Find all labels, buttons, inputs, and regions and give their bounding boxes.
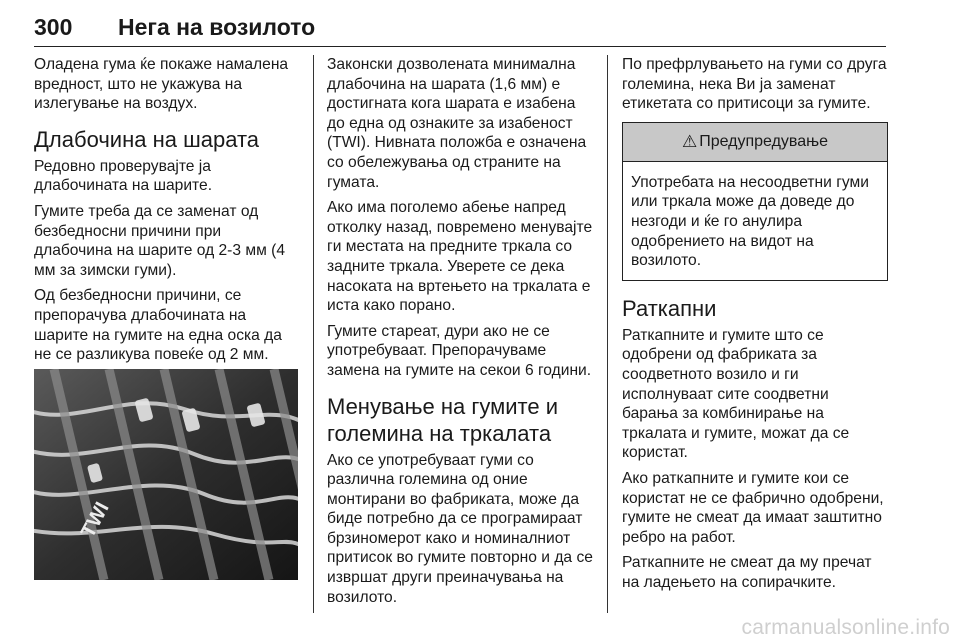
paragraph: Ако раткапните и гумите кои се користат не се фабрично одобрени, гумите не смеат да имаат заштитно ребро на работ. [622, 469, 884, 546]
warning-triangle-icon: ⚠ [681, 131, 698, 151]
paragraph: Гумите стареат, дури ако не се употребуваат. Препорачуваме замена на гумите на секои 6 години. [327, 322, 592, 379]
paragraph: По префрлувањето на гуми со друга големина, нека Ви ја заменат етикетата со притисоци за гумите. [622, 56, 887, 113]
page-title: Нега на возилото [118, 14, 316, 40]
paragraph: Ако има поголемо абење напред отколку назад, повремено менувајте ги местата на предните тркала со задните тркала. Уверете се дека насоката на вртењето на тркалата е иста како порано. [327, 199, 593, 315]
paragraph: Раткапните не смеат да му пречат на ладењето на сопирачките. [622, 554, 872, 591]
column-middle [327, 55, 595, 613]
warning-text: Употребата на несоодветни гуми или тркала може да доведе до незгоди и ќе го анулира одобрението на видот на возилото. [631, 173, 869, 270]
section-heading-tread-depth: Длабочина на шарата [34, 126, 260, 152]
paragraph: Од безбедносни причини, се препорачува длабочината на шарите на гумите на една оска да не се разликува повеќе од 2 мм. [34, 287, 282, 364]
tire-tread-graphic [34, 369, 298, 580]
warning-header [623, 123, 887, 162]
column-right [622, 55, 888, 598]
paragraph: Законски дозволената минимална длабочина на шарата (1,6 мм) е достигната кога шарата е изабена до една од ознаките за изабеност (TWI). Нивната положба е означена со обележувања од страните на гумата. [327, 56, 587, 191]
section-heading-tyre-change: Менување на гумите и големина на тркалата [327, 393, 559, 446]
paragraph: Ако се употребуваат гуми со различна големина од оние монтирани во фабриката, може да биде потребно да се програмираат брзиномерот како и номиналниот притисок во гумите повторно и да се извршат други преиначувања на возилото. [327, 451, 593, 606]
paragraph: Редовно проверувајте ја длабочината на шарите. [34, 157, 213, 195]
paragraph: Раткапните и гумите што се одобрени од фабриката за соодветното возило и ги исполнуваат сите соодветни барања за комбинирање на тркалата и гумите, можат да се користат. [622, 326, 850, 462]
section-heading-hubcaps: Раткапни [622, 295, 717, 321]
page-header [34, 6, 886, 47]
warning-title: Предупредување [699, 132, 829, 150]
intro-paragraph: Оладена гума ќе покаже намалена вредност, што не укажува на излегување на воздух. [34, 56, 289, 113]
page-number: 300 [34, 14, 73, 40]
twi-marker-label: TWI [76, 498, 114, 542]
paragraph: Гумите треба да се заменат од безбедносни причини при длабочина на шарите од 2-3 мм (4 мм за зимски гуми). [34, 202, 286, 279]
watermark: carmanualsonline.info [741, 616, 950, 639]
warning-box [622, 122, 888, 281]
column-left [34, 55, 300, 371]
column-divider [607, 55, 608, 613]
warning-body [623, 162, 887, 280]
tire-tread-illustration [34, 369, 298, 580]
column-divider [313, 55, 314, 613]
